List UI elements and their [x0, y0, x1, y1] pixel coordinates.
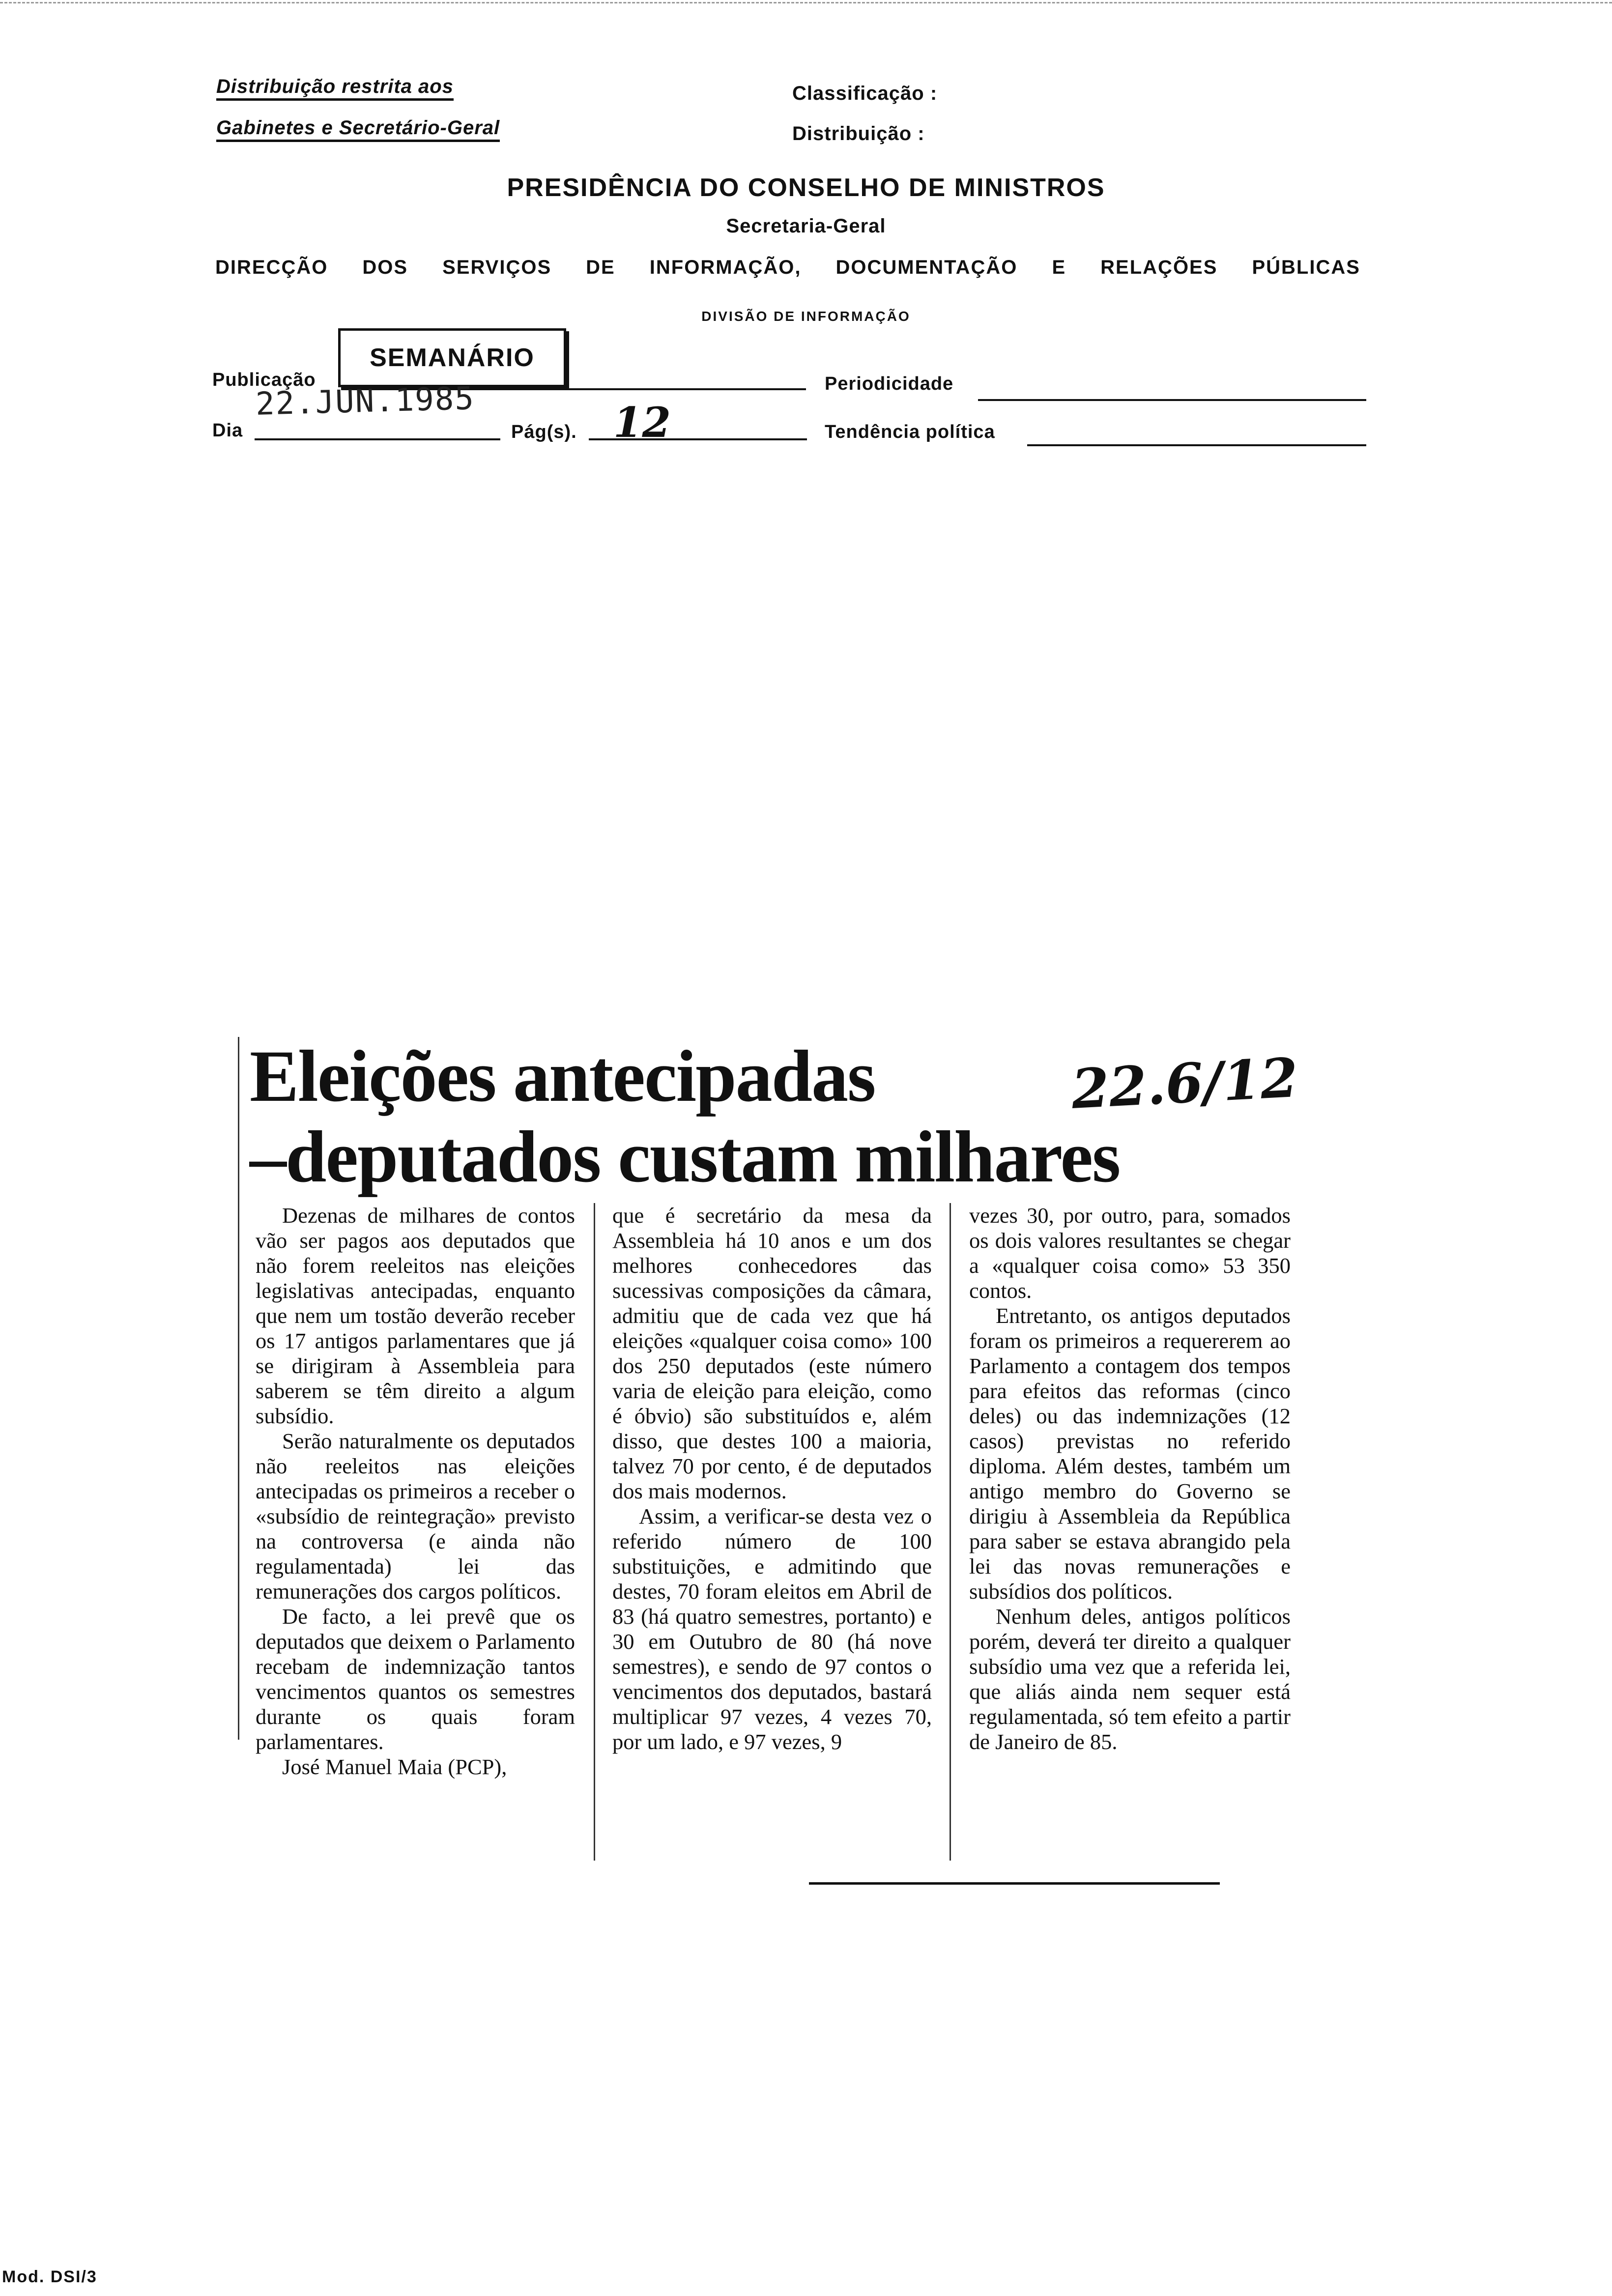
political-tendency-label: Tendência política: [825, 422, 995, 442]
day-field-line: [255, 438, 500, 440]
organization-title: PRESIDÊNCIA DO CONSELHO DE MINISTROS: [507, 173, 1105, 202]
classification-label: Classificação :: [792, 83, 938, 104]
directorate-word: RELAÇÕES: [1100, 257, 1218, 278]
directorate-word: E: [1052, 257, 1066, 278]
organization-subtitle: Secretaria-Geral: [726, 215, 886, 237]
restricted-distribution-line2: Gabinetes e Secretário-Geral: [216, 117, 500, 139]
publication-label: Publicação: [212, 370, 316, 390]
directorate-line: [215, 257, 1360, 279]
periodicity-field-line: [978, 399, 1366, 401]
paragraph: Serão naturalmente os deputados não reeleitos nas eleições antecipadas os primeiros a receber o «subsídio de reintegração» previsto na controversa (e ainda não regulamentada) lei das remunerações dos cargos políticos.: [256, 1429, 575, 1604]
page-label: Pág(s).: [511, 422, 577, 442]
directorate-word: DOS: [362, 257, 408, 278]
column-separator: [594, 1203, 595, 1861]
date-stamp: 22.JUN.1985: [255, 380, 475, 423]
column-separator: [950, 1203, 951, 1861]
publication-field-line: [561, 388, 806, 390]
division-label: DIVISÃO DE INFORMAÇÃO: [701, 309, 911, 324]
paragraph: Assim, a verificar-se desta vez o referido número de 100 substituições, e admitindo que destes, 70 foram eleitos em Abril de 83 (há quatro semestres, portanto) e 30 em Outubro de 80 (há nove semestres), e sendo de 97 contos o vencimentos dos deputados, bastará multiplicar 97 vezes, 4 vezes 70, por um lado, e 97 vezes, 9: [612, 1504, 932, 1754]
page-handwritten-value: 12: [613, 398, 671, 447]
paragraph: vezes 30, por outro, para, somados os dois valores resultantes se chegar a «qualquer coisa como» 53 350 contos.: [969, 1203, 1291, 1303]
headline-line-1: Eleições antecipadas: [250, 1035, 875, 1117]
article-column-2: [612, 1203, 932, 1754]
periodicity-label: Periodicidade: [825, 373, 954, 394]
article-column-3: [969, 1203, 1291, 1754]
day-label: Dia: [212, 420, 243, 441]
restricted-distribution-line1: Distribuição restrita aos: [216, 76, 454, 98]
directorate-word: DIRECÇÃO: [215, 257, 328, 278]
paragraph: Entretanto, os antigos deputados foram os primeiros a requererem ao Parlamento a contagem dos tempos para efeitos das reformas (cinco deles) ou das indemnizações (12 casos) previstas no referido diploma. Além destes, também um antigo membro do Governo se dirigiu à Assembleia da República para saber se estava abrangido pela lei das novas remunerações e subsídios dos políticos.: [969, 1303, 1291, 1604]
directorate-word: PÚBLICAS: [1252, 257, 1360, 278]
page-field-line: [589, 438, 807, 440]
publication-stamp: SEMANÁRIO: [338, 328, 566, 387]
article-headline: [250, 1036, 1120, 1197]
directorate-word: SERVIÇOS: [442, 257, 552, 278]
article-end-rule: [809, 1882, 1220, 1885]
headline-line-2: –deputados custam milhares: [250, 1116, 1120, 1198]
directorate-word: INFORMAÇÃO,: [649, 257, 802, 278]
top-border-line: [0, 2, 1612, 3]
distribution-label: Distribuição :: [792, 123, 925, 144]
political-tendency-field-line: [1027, 444, 1366, 446]
handwritten-annotation: 22.6/12: [1069, 1046, 1300, 1121]
article-column-1: [256, 1203, 575, 1779]
paragraph: José Manuel Maia (PCP),: [282, 1754, 507, 1779]
form-code: Mod. DSI/3: [2, 2267, 97, 2286]
paragraph: Dezenas de milhares de contos vão ser pagos aos deputados que não forem reeleitos nas eleições legislativas antecipadas, enquanto que nem um tostão deverão receber os 17 antigos parlamentares que já se dirigiram à Assembleia para saberem se têm direito a algum subsídio.: [256, 1203, 575, 1428]
paragraph: Nenhum deles, antigos políticos porém, deverá ter direito a qualquer subsídio uma vez que a referida lei, que aliás ainda nem sequer está regulamentada, só tem efeito a partir de Janeiro de 85.: [969, 1604, 1291, 1754]
directorate-word: DOCUMENTAÇÃO: [835, 257, 1018, 278]
clipping-edge-line: [238, 1037, 239, 1740]
paragraph: De facto, a lei prevê que os deputados que deixem o Parlamento recebam de indemnização tantos vencimentos quantos os semestres durante os quais foram parlamentares.: [256, 1604, 575, 1754]
directorate-word: DE: [586, 257, 615, 278]
paragraph: que é secretário da mesa da Assembleia há 10 anos e um dos melhores conhecedores das sucessivas composições da câmara, admitiu que de cada vez que há eleições «qualquer coisa como» 100 dos 250 deputados (este número varia de eleição para eleição, como é óbvio) são substituídos e, além disso, que destes 100 a maioria, talvez 70 por cento, é de deputados dos mais modernos.: [612, 1203, 932, 1503]
